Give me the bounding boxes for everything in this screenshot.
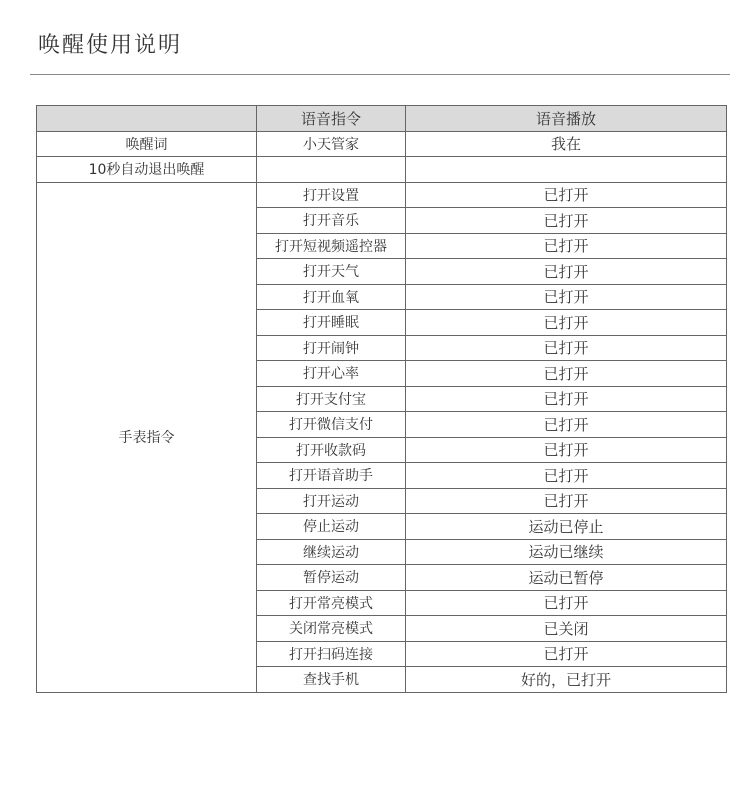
voice-command-cell: 停止运动 [257, 514, 406, 540]
voice-response-cell: 已打开 [406, 386, 727, 412]
table-row-wake-word [37, 131, 727, 157]
table-row [37, 182, 727, 208]
voice-command-cell: 打开闹钟 [257, 335, 406, 361]
voice-response-cell: 已关闭 [406, 616, 727, 642]
voice-command-cell: 继续运动 [257, 539, 406, 565]
voice-response-cell: 好的，已打开 [406, 667, 727, 693]
voice-response-cell: 运动已暂停 [406, 565, 727, 591]
header-category [37, 106, 257, 132]
voice-command-cell: 打开常亮模式 [257, 590, 406, 616]
voice-response-cell: 已打开 [406, 437, 727, 463]
voice-response-cell: 已打开 [406, 284, 727, 310]
voice-command-cell: 打开天气 [257, 259, 406, 285]
voice-response-cell: 已打开 [406, 182, 727, 208]
voice-response-cell: 已打开 [406, 412, 727, 438]
title-divider [30, 74, 730, 75]
voice-command-table [36, 105, 727, 693]
voice-response-cell: 已打开 [406, 335, 727, 361]
voice-response-cell: 已打开 [406, 641, 727, 667]
voice-command-cell: 打开血氧 [257, 284, 406, 310]
voice-response-cell: 已打开 [406, 590, 727, 616]
voice-command-cell: 打开短视频遥控器 [257, 233, 406, 259]
voice-response-cell: 已打开 [406, 310, 727, 336]
voice-command-cell: 暂停运动 [257, 565, 406, 591]
voice-response-cell: 已打开 [406, 208, 727, 234]
header-voice-response: 语音播放 [406, 106, 727, 132]
watch-commands-group-label: 手表指令 [37, 182, 257, 692]
voice-command-cell: 打开支付宝 [257, 386, 406, 412]
voice-command-cell: 打开语音助手 [257, 463, 406, 489]
header-voice-command: 语音指令 [257, 106, 406, 132]
auto-exit-label: 10秒自动退出唤醒 [37, 157, 257, 183]
voice-response-cell: 运动已继续 [406, 539, 727, 565]
voice-response-cell: 已打开 [406, 463, 727, 489]
voice-command-cell: 打开扫码连接 [257, 641, 406, 667]
table-row-auto-exit [37, 157, 727, 183]
voice-command-cell: 查找手机 [257, 667, 406, 693]
wake-word-label: 唤醒词 [37, 131, 257, 157]
table-body [37, 131, 727, 692]
voice-response-cell: 已打开 [406, 259, 727, 285]
page-title: 唤醒使用说明 [38, 33, 183, 58]
wake-word-response: 我在 [406, 131, 727, 157]
voice-command-cell: 打开音乐 [257, 208, 406, 234]
voice-command-cell: 打开微信支付 [257, 412, 406, 438]
voice-response-cell: 运动已停止 [406, 514, 727, 540]
voice-response-cell: 已打开 [406, 233, 727, 259]
voice-command-cell: 关闭常亮模式 [257, 616, 406, 642]
wake-word-command: 小天管家 [257, 131, 406, 157]
voice-command-cell: 打开设置 [257, 182, 406, 208]
auto-exit-response [406, 157, 727, 183]
voice-response-cell: 已打开 [406, 488, 727, 514]
auto-exit-command [257, 157, 406, 183]
voice-response-cell: 已打开 [406, 361, 727, 387]
voice-command-cell: 打开运动 [257, 488, 406, 514]
table-header-row [37, 106, 727, 132]
voice-command-cell: 打开睡眠 [257, 310, 406, 336]
voice-command-cell: 打开收款码 [257, 437, 406, 463]
voice-command-cell: 打开心率 [257, 361, 406, 387]
